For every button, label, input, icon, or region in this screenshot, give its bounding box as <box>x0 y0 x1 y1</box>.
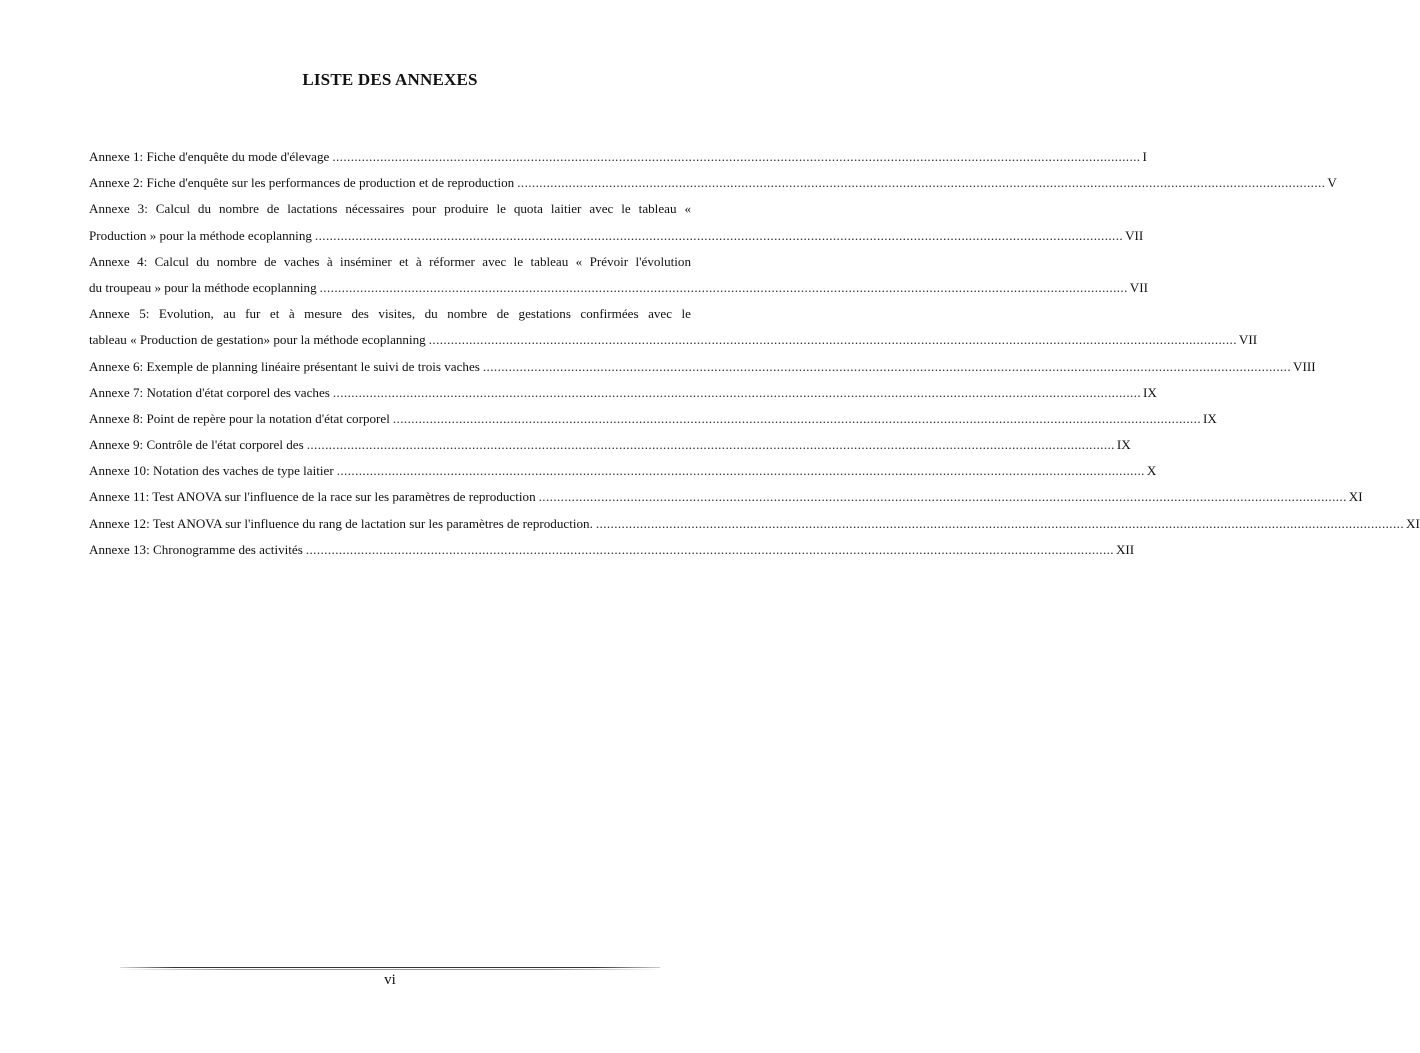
footer-divider <box>120 967 660 968</box>
annex-entry-text: Annexe 1: Fiche d'enquête du mode d'élevage <box>89 149 330 164</box>
annex-entry-4[interactable] <box>89 249 1148 301</box>
dot-leader: ............................................................................................................................................................................................................................ <box>428 332 1237 348</box>
dot-leader: ............................................................................................................................................................................................................................ <box>336 463 1145 479</box>
annex-entry-12[interactable] <box>89 511 1420 537</box>
annex-page-number: I <box>1142 149 1147 164</box>
annex-page-number: IX <box>1203 410 1217 426</box>
annex-entry-text: Annexe 6: Exemple de planning linéaire présentant le suivi de trois vaches <box>89 358 480 374</box>
annex-entry-text: Production » pour la méthode ecoplanning <box>89 227 312 243</box>
dot-leader: ............................................................................................................................................................................................................................ <box>314 227 1124 243</box>
footer-divider-shadow <box>120 969 660 970</box>
annex-entry-10[interactable] <box>89 458 1157 484</box>
annex-entry-2[interactable] <box>89 170 1337 196</box>
annex-entry-text: Annexe 9: Contrôle de l'état corporel des <box>89 437 304 453</box>
annex-entry-6[interactable] <box>89 354 1316 380</box>
annex-entry-first-line: Annexe 5: Evolution, au fur et à mesure des visites, du nombre de gestations confirmées avec le <box>89 306 691 322</box>
annex-entry-11[interactable] <box>89 484 1363 510</box>
annex-page-number: V <box>1327 175 1337 191</box>
annex-page-number: IX <box>1143 384 1157 400</box>
annex-entry-text: du troupeau » pour la méthode ecoplanning <box>89 279 317 295</box>
dot-leader: ............................................................................................................................................................................................................................ <box>305 541 1114 557</box>
dot-leader: ............................................................................................................................................................................................................................ <box>517 175 1326 191</box>
page-title: LISTE DES ANNEXES <box>302 70 478 89</box>
annex-entry-text: tableau « Production de gestation» pour la méthode ecoplanning <box>89 332 426 348</box>
annex-entry-first-line: Annexe 4: Calcul du nombre de vaches à inséminer et à réformer avec le tableau « Prévoir l'évolution <box>89 253 691 269</box>
annex-entry-7[interactable] <box>89 380 1157 406</box>
dot-leader: ............................................................................................................................................................................................................................ <box>392 410 1202 426</box>
annex-entry-13[interactable] <box>89 537 1135 563</box>
dot-leader: ............................................................................................................................................................................................................................ <box>332 384 1142 400</box>
annex-page-number: X <box>1146 463 1157 479</box>
dot-leader: ............................................................................................................................................................................................................................ <box>595 515 1404 531</box>
annex-entry-8[interactable] <box>89 406 1217 432</box>
dot-leader: ............................................................................................................................................................................................................................ <box>319 279 1128 295</box>
annex-entry-3[interactable] <box>89 196 1144 248</box>
annex-entry-first-line: Annexe 3: Calcul du nombre de lactations nécessaires pour produire le quota laitier avec le tableau « <box>89 201 691 217</box>
dot-leader: ............................................................................................................................................................................................................................ <box>332 149 1141 164</box>
annex-page-number: XI <box>1348 489 1363 505</box>
annex-entry-text: Annexe 12: Test ANOVA sur l'influence du rang de lactation sur les paramètres de reproduction. <box>89 515 593 531</box>
annex-page-number: XI <box>1406 515 1420 531</box>
annex-entry-text: Annexe 2: Fiche d'enquête sur les performances de production et de reproduction <box>89 175 515 191</box>
dot-leader: ............................................................................................................................................................................................................................ <box>482 358 1292 374</box>
annex-page-number: XII <box>1115 541 1135 557</box>
annex-entry-1[interactable] <box>89 144 1147 170</box>
annex-list <box>89 144 1420 563</box>
annex-entry-text: Annexe 7: Notation d'état corporel des vaches <box>89 384 330 400</box>
annex-entry-text: Annexe 11: Test ANOVA sur l'influence de la race sur les paramètres de reproduction <box>89 489 536 505</box>
annex-entry-text: Annexe 8: Point de repère pour la notation d'état corporel <box>89 410 390 426</box>
annex-page-number: VII <box>1125 227 1144 243</box>
annex-page-number: VII <box>1129 279 1148 295</box>
annex-entry-9[interactable] <box>89 432 1131 458</box>
page-number: vi <box>384 972 396 988</box>
annex-page-number: VII <box>1238 332 1258 348</box>
annex-entry-5[interactable] <box>89 301 1258 353</box>
annex-entry-text: Annexe 13: Chronogramme des activités <box>89 541 303 557</box>
dot-leader: ............................................................................................................................................................................................................................ <box>306 437 1115 453</box>
dot-leader: ............................................................................................................................................................................................................................ <box>538 489 1347 505</box>
annex-page-number: VIII <box>1293 358 1316 374</box>
annex-page-number: IX <box>1116 437 1131 453</box>
annex-entry-text: Annexe 10: Notation des vaches de type laitier <box>89 463 334 479</box>
